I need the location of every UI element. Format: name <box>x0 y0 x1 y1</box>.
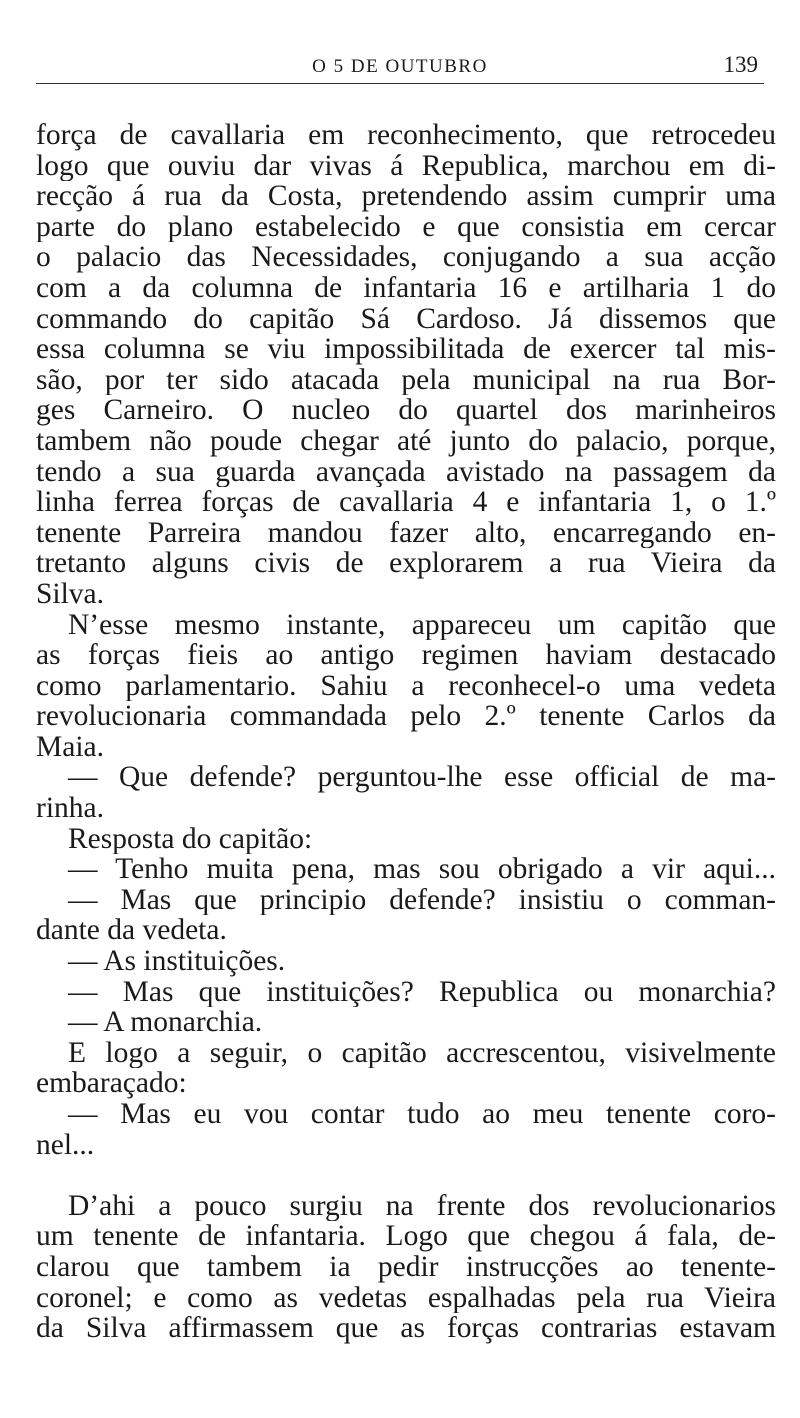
text-line: clarou que tambem ia pedir instrucções ao tenente- <box>36 1251 776 1283</box>
text-line: rinha. <box>36 793 104 824</box>
running-title: O 5 DE OUTUBRO <box>312 56 488 77</box>
text-line: tendo a sua guarda avançada avistado na passagem da <box>36 456 776 488</box>
text-line: com a da columna de infantaria 16 e artilharia 1 do <box>36 272 776 304</box>
text-line: embaraçado: <box>36 1068 187 1099</box>
text-line: Silva. <box>36 578 105 610</box>
text-line: — Que defende? perguntou-lhe esse official de ma- <box>68 762 776 794</box>
text-line: as forças fieis ao antigo regimen haviam destacado <box>36 640 776 671</box>
text-line: o palacio das Necessidades, conjugando a sua acção <box>36 242 776 273</box>
text-line: da Silva affirmassem que as forças contrarias estavam <box>36 1313 776 1344</box>
text-line: dante da vedeta. <box>36 915 227 947</box>
text-line: D’ahi a pouco surgiu na frente dos revolucionarios <box>68 1190 776 1222</box>
text-line: tambem não poude chegar até junto do palacio, porque, <box>36 425 776 457</box>
text-line: N’esse mesmo instante, appareceu um capitão que <box>68 609 776 641</box>
running-head <box>36 50 764 86</box>
text-line: nel... <box>36 1129 95 1161</box>
text-line: são, por ter sido atacada pela municipal na rua Bor- <box>36 364 776 396</box>
page-number: 139 <box>723 52 758 77</box>
text-line: tretanto alguns civis de explorarem a rua Vieira da <box>36 548 776 579</box>
text-line: um tenente de infantaria. Logo que chegou á fala, de- <box>36 1221 776 1252</box>
paragraph-gap <box>36 1160 776 1191</box>
header-rule <box>36 83 764 84</box>
text-line: ges Carneiro. O nucleo do quartel dos marinheiros <box>36 395 776 426</box>
text-line: como parlamentario. Sahiu a reconhecel-o uma vedeta <box>36 670 776 702</box>
text-line: força de cavallaria em reconhecimento, que retrocedeu <box>36 120 776 151</box>
text-line: commando do capitão Sá Cardoso. Já dissemos que <box>36 303 776 335</box>
text-line: — As instituições. <box>68 946 286 977</box>
text-line: linha ferrea forças de cavallaria 4 e infantaria 1, o 1.º <box>36 487 776 518</box>
text-line: coronel; e como as vedetas espalhadas pela rua Vieira <box>36 1282 776 1314</box>
text-line: E logo a seguir, o capitão accrescentou, visivelmente <box>68 1037 776 1069</box>
text-line: Resposta do capitão: <box>68 823 313 855</box>
text-line: logo que ouviu dar vivas á Republica, marchou em di- <box>36 150 776 182</box>
text-line: parte do plano estabelecido e que consistia em cercar <box>36 211 776 243</box>
text-line: — Tenho muita pena, mas sou obrigado a vir aqui... <box>68 854 776 885</box>
text-line: tenente Parreira mandou fazer alto, encarregando en- <box>36 517 776 549</box>
body-text <box>36 120 776 1344</box>
text-line: recção á rua da Costa, pretendendo assim cumprir uma <box>36 181 776 212</box>
text-line: — A monarchia. <box>68 1007 263 1038</box>
text-line: — Mas eu vou contar tudo ao meu tenente coro- <box>68 1099 776 1130</box>
text-line: — Mas que principio defende? insistiu o comman- <box>68 884 776 916</box>
text-line: — Mas que instituições? Republica ou monarchia? <box>68 976 776 1008</box>
text-line: Maia. <box>36 731 104 763</box>
text-line: essa columna se viu impossibilitada de exercer tal mis- <box>36 334 776 365</box>
text-line: revolucionaria commandada pelo 2.º tenente Carlos da <box>36 701 776 732</box>
